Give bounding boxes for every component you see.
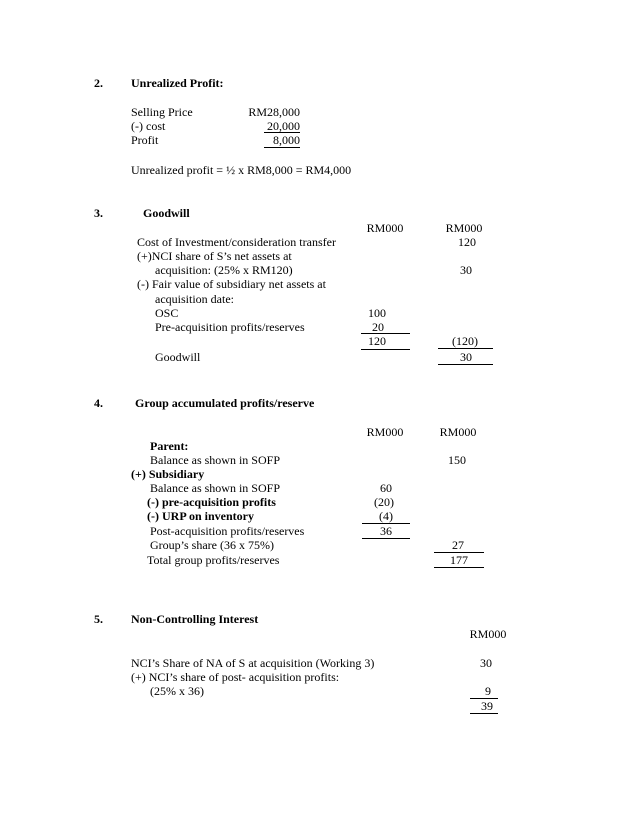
total-group-profits-value: 177 <box>450 553 468 567</box>
post-acquisition-label: Post-acquisition profits/reserves <box>150 524 305 538</box>
nci-acquisition-label: NCI’s Share of NA of S at acquisition (Working 3) <box>131 656 375 670</box>
osc-value: 100 <box>368 306 386 320</box>
osc-label: OSC <box>155 306 179 320</box>
goodwill-value: 30 <box>460 350 472 364</box>
post-acquisition-value: 36 <box>380 524 392 538</box>
nci-post-acquisition-label-1: (+) NCI’s share of post- acquisition profits: <box>131 670 340 684</box>
nci-total-value: 39 <box>481 699 493 713</box>
total-group-profits-label: Total group profits/reserves <box>147 553 280 567</box>
subsidiary-label: (+) Subsidiary <box>131 467 205 481</box>
group-profits-col2-header: RM000 <box>439 425 477 439</box>
nci-acquisition-value: 30 <box>480 656 492 670</box>
cost-of-investment-label: Cost of Investment/consideration transfer <box>137 235 336 249</box>
goodwill-label: Goodwill <box>155 350 201 364</box>
nci-post-acquisition-value: 9 <box>485 684 491 698</box>
goodwill-col1-header: RM000 <box>366 221 404 235</box>
deduction-underline <box>438 348 493 349</box>
group-profits-col1-header: RM000 <box>366 425 404 439</box>
nci-total-underline <box>470 713 498 714</box>
fair-value-deduction: (120) <box>452 334 478 348</box>
section-5-number: 5. <box>94 612 103 626</box>
pre-acquisition-profits-label: (-) pre-acquisition profits <box>147 495 276 509</box>
profit-underline <box>264 147 300 148</box>
parent-label: Parent: <box>150 439 189 453</box>
cost-value: 20,000 <box>267 119 300 133</box>
fair-value-label-1: (-) Fair value of subsidiary net assets at <box>137 277 326 291</box>
group-share-label: Group’s share (36 x 75%) <box>150 538 274 552</box>
section-5-title: Non-Controlling Interest <box>131 612 259 626</box>
urp-label: (-) URP on inventory <box>147 509 254 523</box>
nci-share-label-2: acquisition: (25% x RM120) <box>155 263 293 277</box>
goodwill-underline <box>438 364 493 365</box>
parent-balance-value: 150 <box>448 453 466 467</box>
nci-share-label-1: (+)NCI share of S’s net assets at <box>137 249 292 263</box>
urp-value: (4) <box>379 509 393 523</box>
unrealized-profit-formula: Unrealized profit = ½ x RM8,000 = RM4,000 <box>131 163 352 177</box>
subtotal-underline <box>361 349 410 350</box>
section-4-title: Group accumulated profits/reserve <box>135 396 315 410</box>
cost-label: (-) cost <box>131 119 166 133</box>
pre-acquisition-profits-value: (20) <box>374 495 394 509</box>
pre-acquisition-value: 20 <box>372 320 384 334</box>
section-2-title: Unrealized Profit: <box>131 76 224 90</box>
pre-acquisition-label: Pre-acquisition profits/reserves <box>155 320 305 334</box>
section-2-number: 2. <box>94 76 103 90</box>
fair-value-label-2: acquisition date: <box>155 292 234 306</box>
subsidiary-balance-label: Balance as shown in SOFP <box>150 481 280 495</box>
section-3-title: Goodwill <box>143 206 190 220</box>
nci-col-header: RM000 <box>469 627 507 641</box>
group-share-value: 27 <box>452 538 464 552</box>
fair-value-subtotal: 120 <box>368 334 386 348</box>
parent-balance-label: Balance as shown in SOFP <box>150 453 280 467</box>
nci-post-acquisition-label-2: (25% x 36) <box>150 684 204 698</box>
post-acquisition-underline <box>362 538 410 539</box>
profit-value: 8,000 <box>273 133 300 147</box>
cost-of-investment-value: 120 <box>458 235 476 249</box>
section-3-number: 3. <box>94 206 103 220</box>
selling-price-label: Selling Price <box>131 105 193 119</box>
subsidiary-balance-value: 60 <box>380 481 392 495</box>
profit-label: Profit <box>131 133 159 147</box>
goodwill-col2-header: RM000 <box>445 221 483 235</box>
nci-share-value: 30 <box>460 263 472 277</box>
section-4-number: 4. <box>94 396 103 410</box>
selling-price-value: RM28,000 <box>248 105 300 119</box>
total-group-profits-underline <box>434 567 484 568</box>
